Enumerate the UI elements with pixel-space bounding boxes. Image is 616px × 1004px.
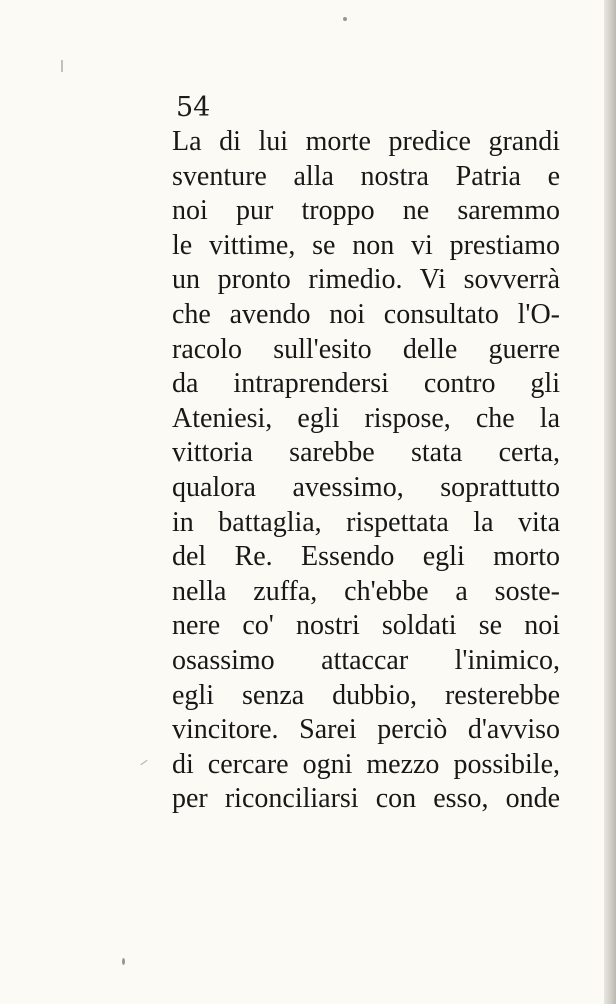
text-line: le vittime, se non vi prestiamo xyxy=(172,229,560,261)
ink-speck xyxy=(140,760,147,765)
body-text xyxy=(172,125,560,817)
text-line: racolo sull'esito delle guerre xyxy=(172,333,560,365)
text-line: del Re. Essendo egli morto xyxy=(172,541,560,573)
text-line: egli senza dubbio, resterebbe xyxy=(172,679,560,711)
text-line: in battaglia, rispettata la vita xyxy=(172,506,560,538)
text-line: di cercare ogni mezzo possibile, xyxy=(172,748,560,780)
text-line: La di lui morte predice grandi xyxy=(172,126,560,157)
text-line: sventure alla nostra Patria e xyxy=(172,160,560,192)
text-line: qualora avessimo, soprattutto xyxy=(172,471,560,503)
text-line: nella zuffa, ch'ebbe a soste- xyxy=(172,575,560,607)
text-line: che avendo noi consultato l'O- xyxy=(172,298,560,330)
text-line: per riconciliarsi con esso, onde xyxy=(172,783,560,815)
text-line: vittoria sarebbe stata certa, xyxy=(172,437,560,469)
text-line: da intraprendersi contro gli xyxy=(172,368,560,400)
text-line: vincitore. Sarei perciò d'avviso xyxy=(172,714,560,746)
page-number: 54 xyxy=(176,92,211,123)
text-line: osassimo attaccar l'inimico, xyxy=(172,644,560,676)
text-line: nere co' nostri soldati se noi xyxy=(172,610,560,642)
text-line: un pronto rimedio. Vi sovverrà xyxy=(172,264,560,296)
ink-speck xyxy=(343,17,347,21)
ink-speck xyxy=(61,60,63,72)
page-edge-shadow xyxy=(604,0,616,1004)
ink-speck xyxy=(122,958,125,965)
text-line: noi pur troppo ne saremmo xyxy=(172,195,560,227)
text-line: Ateniesi, egli rispose, che la xyxy=(172,402,560,434)
